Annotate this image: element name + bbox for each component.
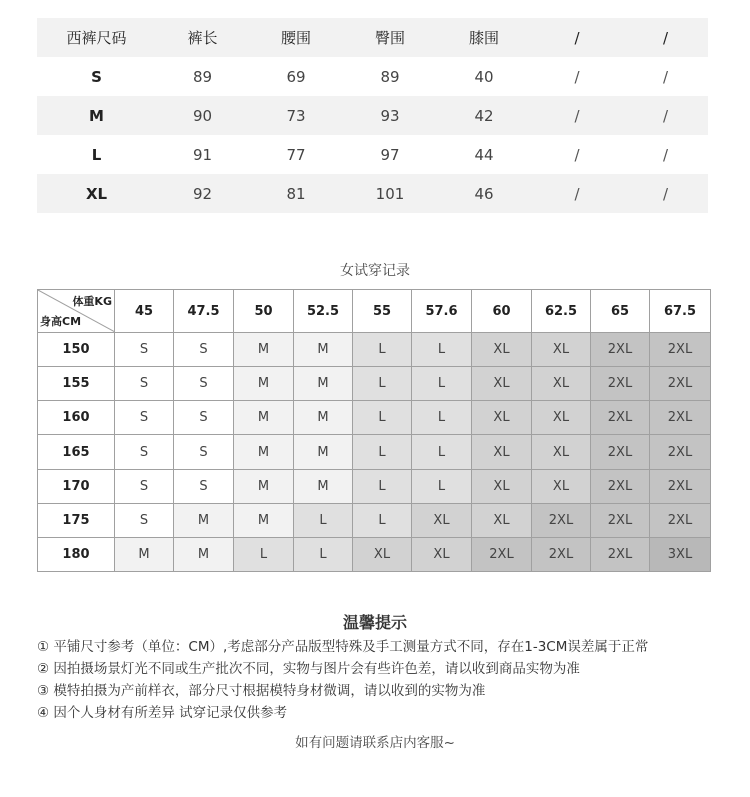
tip-item: ② 因拍摄场景灯光不同或生产批次不同，实物与图片会有些许色差，请以收到商品实物为准 [37, 661, 580, 677]
fitting-size-cell: L [353, 367, 412, 401]
weight-header-cell: 45 [115, 290, 174, 333]
size-table-row [37, 57, 708, 96]
tip-item: ① 平铺尺寸参考（单位：CM）,考虑部分产品版型特殊及手工测量方式不同，存在1-3CM误差属于正常 [37, 639, 649, 655]
size-value-cell: / [623, 96, 708, 135]
fitting-record-title: 女试穿记录 [340, 263, 410, 279]
fitting-size-cell: L [294, 537, 353, 571]
weight-header-cell: 52.5 [294, 290, 353, 333]
height-header-cell: 175 [38, 503, 115, 537]
size-value-cell: / [623, 174, 708, 213]
fitting-record-table [37, 289, 711, 572]
fitting-size-cell: 2XL [532, 503, 591, 537]
fitting-size-cell: 2XL [591, 537, 650, 571]
fitting-size-cell: S [174, 367, 234, 401]
fitting-size-cell: S [115, 469, 174, 503]
fitting-size-cell: M [174, 537, 234, 571]
fitting-size-cell: 2XL [650, 503, 711, 537]
fitting-size-cell: 2XL [650, 401, 711, 435]
fitting-size-cell: S [115, 503, 174, 537]
fitting-size-cell: 2XL [591, 333, 650, 367]
fitting-size-cell: M [294, 333, 353, 367]
fitting-size-cell: L [412, 367, 472, 401]
fitting-size-cell: XL [472, 367, 532, 401]
fitting-size-cell: 2XL [650, 333, 711, 367]
size-value-cell: 42 [437, 96, 531, 135]
size-table-row [37, 96, 708, 135]
fitting-size-cell: S [115, 435, 174, 469]
fitting-size-cell: 3XL [650, 537, 711, 571]
height-header-cell: 180 [38, 537, 115, 571]
contact-note: 如有问题请联系店内客服~ [295, 735, 455, 751]
fitting-row [38, 469, 711, 503]
fitting-size-cell: S [174, 333, 234, 367]
weight-header-cell: 57.6 [412, 290, 472, 333]
size-table-header-row [37, 18, 708, 57]
size-value-cell: 77 [286, 145, 306, 164]
size-table-header-cell: 臀围 [343, 18, 437, 57]
size-table-row [37, 135, 708, 174]
fitting-row [38, 503, 711, 537]
fitting-size-cell: L [353, 401, 412, 435]
fitting-size-cell: M [294, 367, 353, 401]
fitting-size-cell: M [234, 333, 294, 367]
fitting-size-cell: XL [532, 367, 591, 401]
size-table-header-cell: 膝围 [437, 18, 531, 57]
tips-title: 温馨提示 [342, 613, 407, 632]
fitting-size-cell: 2XL [650, 435, 711, 469]
fitting-size-cell: 2XL [472, 537, 532, 571]
fitting-size-cell: 2XL [650, 469, 711, 503]
size-value-cell: 91 [192, 145, 213, 164]
fitting-size-cell: XL [472, 503, 532, 537]
fitting-size-cell: L [353, 435, 412, 469]
size-table-header-cell: 腰围 [249, 18, 343, 57]
fitting-size-cell: 2XL [532, 537, 591, 571]
fitting-size-cell: 2XL [591, 469, 650, 503]
fitting-size-cell: 2XL [591, 367, 650, 401]
size-table-header-cell: 裤长 [156, 18, 249, 57]
fitting-size-cell: XL [532, 435, 591, 469]
size-value-cell: 90 [156, 96, 249, 135]
height-header-cell: 160 [38, 401, 115, 435]
size-value-cell: 81 [249, 174, 343, 213]
fitting-size-cell: L [412, 401, 472, 435]
fitting-size-cell: M [234, 367, 294, 401]
weight-header-cell: 47.5 [174, 290, 234, 333]
size-label-cell: XL [37, 174, 156, 213]
fitting-size-cell: S [115, 367, 174, 401]
height-header-cell: 170 [38, 469, 115, 503]
fitting-size-cell: XL [472, 469, 532, 503]
fitting-row [38, 401, 711, 435]
fitting-size-cell: L [412, 333, 472, 367]
fitting-size-cell: M [115, 537, 174, 571]
size-table-row [37, 174, 708, 213]
weight-header-cell: 60 [472, 290, 532, 333]
weight-header-cell: 50 [234, 290, 294, 333]
tips-list [37, 636, 737, 724]
fitting-size-cell: S [174, 469, 234, 503]
fitting-size-cell: M [234, 503, 294, 537]
fitting-size-cell: XL [532, 469, 591, 503]
size-value-cell: / [531, 96, 623, 135]
size-label-cell: L [91, 145, 102, 164]
fitting-size-cell: M [294, 435, 353, 469]
fitting-row [38, 435, 711, 469]
fitting-size-cell: XL [412, 503, 472, 537]
size-label-cell: S [91, 67, 102, 86]
size-table-header-cell: / [623, 18, 708, 57]
weight-axis-label: 体重KG [72, 295, 112, 308]
fitting-size-cell: XL [353, 537, 412, 571]
size-value-cell: / [662, 145, 669, 164]
fitting-row [38, 537, 711, 571]
weight-header-cell: 65 [591, 290, 650, 333]
fitting-size-cell: XL [472, 333, 532, 367]
height-header-cell: 155 [38, 367, 115, 401]
fitting-size-cell: M [234, 401, 294, 435]
height-header-cell: 165 [38, 435, 115, 469]
size-value-cell: 89 [380, 67, 400, 86]
size-value-cell: 73 [249, 96, 343, 135]
fitting-size-cell: L [353, 469, 412, 503]
fitting-size-cell: M [234, 435, 294, 469]
fitting-size-cell: XL [472, 401, 532, 435]
fitting-size-cell: L [234, 537, 294, 571]
size-value-cell: / [574, 145, 580, 164]
fitting-size-cell: 2XL [650, 367, 711, 401]
size-table [37, 18, 708, 213]
fitting-size-cell: L [412, 469, 472, 503]
size-value-cell: 97 [380, 145, 400, 164]
fitting-size-cell: L [353, 333, 412, 367]
size-value-cell: 46 [437, 174, 531, 213]
fitting-size-cell: M [294, 401, 353, 435]
size-table-header-cell: 西裤尺码 [37, 18, 156, 57]
fitting-size-cell: XL [472, 435, 532, 469]
size-table-header-cell: / [531, 18, 623, 57]
size-value-cell: 44 [474, 145, 494, 164]
fitting-size-cell: S [115, 401, 174, 435]
size-label-cell: M [37, 96, 156, 135]
fitting-size-cell: S [115, 333, 174, 367]
size-value-cell: / [531, 174, 623, 213]
fitting-size-cell: M [234, 469, 294, 503]
height-header-cell: 150 [38, 333, 115, 367]
fitting-size-cell: 2XL [591, 503, 650, 537]
size-value-cell: / [662, 67, 669, 86]
tip-item: ③ 模特拍摄为产前样衣，部分尺寸根据模特身材微调，请以收到的实物为准 [37, 683, 486, 699]
table-corner-cell [38, 290, 115, 333]
fitting-size-cell: S [174, 435, 234, 469]
height-axis-label: 身高CM [40, 315, 82, 329]
size-value-cell: 92 [156, 174, 249, 213]
weight-header-cell: 55 [353, 290, 412, 333]
size-value-cell: 93 [343, 96, 437, 135]
weight-header-cell: 67.5 [650, 290, 711, 333]
fitting-size-cell: XL [412, 537, 472, 571]
fitting-row [38, 333, 711, 367]
fitting-size-cell: M [294, 469, 353, 503]
fitting-size-cell: M [174, 503, 234, 537]
tip-item: ④ 因个人身材有所差异 试穿记录仅供参考 [37, 705, 288, 721]
fitting-size-cell: XL [532, 401, 591, 435]
fitting-size-cell: L [294, 503, 353, 537]
size-value-cell: 40 [474, 67, 494, 86]
fitting-size-cell: S [174, 401, 234, 435]
weight-header-cell: 62.5 [532, 290, 591, 333]
fitting-size-cell: XL [532, 333, 591, 367]
size-value-cell: / [574, 67, 580, 86]
fitting-size-cell: 2XL [591, 401, 650, 435]
fitting-size-cell: L [353, 503, 412, 537]
size-value-cell: 89 [192, 67, 213, 86]
fitting-size-cell: L [412, 435, 472, 469]
fitting-row [38, 367, 711, 401]
size-value-cell: 101 [343, 174, 437, 213]
fitting-size-cell: 2XL [591, 435, 650, 469]
size-value-cell: 69 [286, 67, 306, 86]
